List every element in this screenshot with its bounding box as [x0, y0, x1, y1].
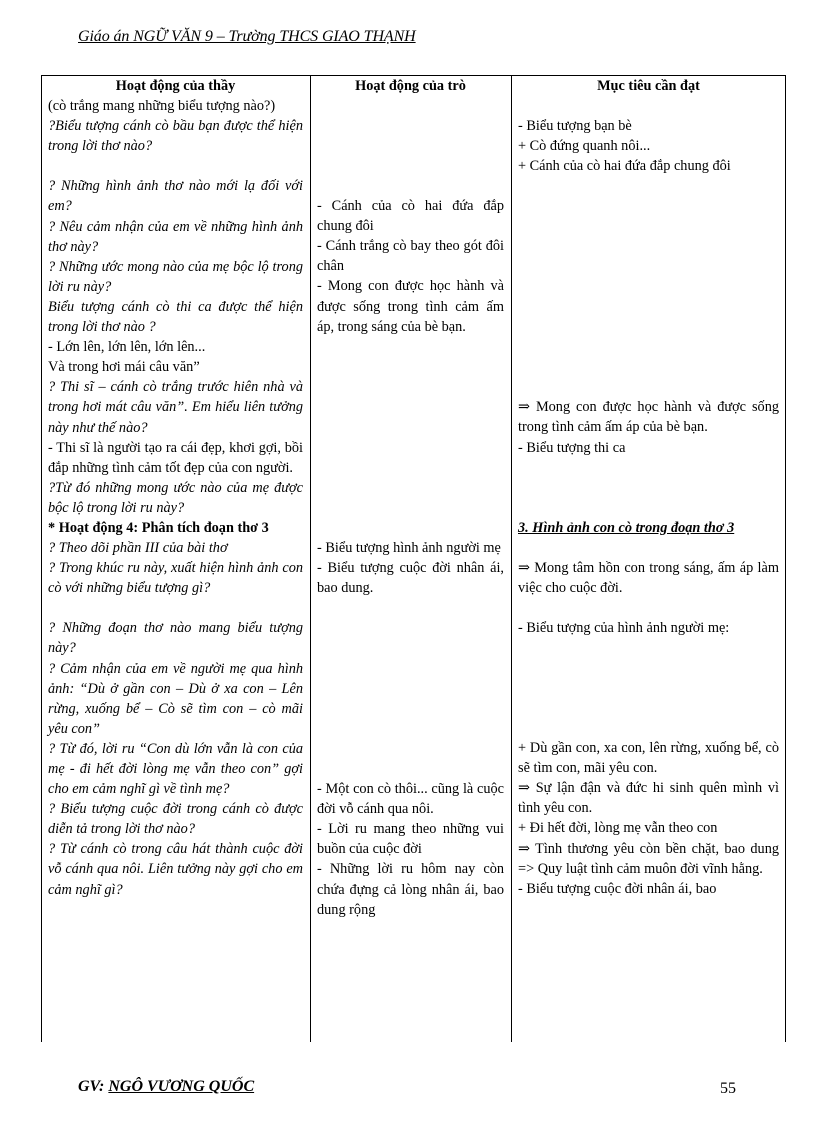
- student-answer: - Lời ru mang theo những vui buồn của cuộc đời: [317, 821, 504, 858]
- teacher-question: ? Thi sĩ – cánh cò trắng trước hiên nhà và trong hơi mát câu văn”. Em hiểu liên tưởng này như thế nào?: [48, 379, 303, 436]
- poem-line: - Lớn lên, lớn lên, lớn lên...: [48, 339, 206, 356]
- teacher-question: ? Cảm nhận của em về người mẹ qua hình ảnh: “Dù ở gần con – Dù ở xa con – Lên rừng, xuống bể – Cò sẽ tìm con – cò mãi yêu con”: [48, 660, 303, 737]
- student-answer: - Biểu tượng hình ảnh người mẹ: [317, 539, 501, 556]
- teacher-question: ? Từ cánh cò trong câu hát thành cuộc đời vỗ cánh qua nôi. Liên tưởng này gợi cho em cảm nghĩ gì?: [48, 841, 303, 898]
- objective-item: + Dù gần con, xa con, lên rừng, xuống bể, cò sẽ tìm con, mãi yêu con.: [518, 740, 779, 777]
- teacher-label: GV:: [78, 1078, 105, 1095]
- student-answer: - Những lời ru hôm nay còn chứa đựng cả lòng nhân ái, bao dung rộng: [317, 861, 504, 918]
- teacher-question: ? Trong khúc ru này, xuất hiện hình ảnh con cò với những biểu tượng gì?: [48, 560, 303, 597]
- student-answer: - Cánh trắng cò bay theo gót đôi chân: [317, 238, 504, 275]
- footer-teacher: [78, 1078, 254, 1096]
- activity-heading: * Hoạt động 4: Phân tích đoạn thơ 3: [48, 519, 269, 536]
- teacher-name: NGÔ VƯƠNG QUỐC: [108, 1078, 255, 1095]
- objective-item: + Đi hết đời, lòng mẹ vẫn theo con: [518, 820, 718, 837]
- lesson-table: [41, 75, 786, 1042]
- objective-item: ⇒ Mong con được học hành và được sống trong tình cảm ấm áp của bè bạn.: [518, 399, 779, 436]
- objective-item: - Biểu tượng bạn bè: [518, 118, 632, 135]
- teacher-question: ? Nêu cảm nhận của em về những hình ảnh thơ này?: [48, 218, 303, 255]
- objective-item: - Biểu tượng cuộc đời nhân ái, bao: [518, 880, 717, 897]
- column-teacher-activity: [42, 76, 309, 1042]
- poem-line: Và trong hơi mái câu văn”: [48, 359, 200, 376]
- teacher-question: ? Những đoạn thơ nào mang biểu tượng này?: [48, 620, 303, 657]
- student-answer: - Mong con được học hành và được sống trong tình cảm ấm áp, trong sáng của bè bạn.: [317, 278, 504, 335]
- column-header-objectives: Mục tiêu cần đạt: [597, 78, 700, 94]
- teacher-question: ? Biểu tượng cuộc đời trong cánh cò được diễn tả trong lời thơ nào?: [48, 801, 303, 838]
- teacher-question: ? Theo dõi phần III của bài thơ: [48, 540, 228, 557]
- objective-item: ⇒ Sự lận đận và đức hi sinh quên mình vì tình yêu con.: [518, 780, 779, 817]
- student-answer: - Cánh của cò hai đứa đắp chung đôi: [317, 198, 504, 235]
- teacher-question: ? Những hình ảnh thơ nào mới lạ đối với em?: [48, 178, 303, 215]
- page-number: 55: [720, 1080, 736, 1097]
- page-header-title: Giáo án NGỮ VĂN 9 – Trường THCS GIAO THẠNH: [78, 28, 416, 45]
- column-student-activity: [310, 76, 510, 1042]
- teacher-question: ? Những ước mong nào của mẹ bộc lộ trong lời ru này?: [48, 258, 303, 295]
- objective-item: ⇒ Mong tâm hồn con trong sáng, ấm áp làm việc cho cuộc đời.: [518, 559, 779, 596]
- objective-item: ⇒ Tình thương yêu còn bền chặt, bao dung => Quy luật tình cảm muôn đời vĩnh hằng.: [518, 840, 779, 877]
- section-heading: 3. Hình ảnh con cò trong đoạn thơ 3: [518, 519, 735, 536]
- objective-item: + Cò đứng quanh nôi...: [518, 138, 651, 155]
- teacher-question: ?Từ đó những mong ước nào của mẹ được bộc lộ trong lời ru này?: [48, 479, 303, 516]
- student-answer: - Biểu tượng cuộc đời nhân ái, bao dung.: [317, 559, 504, 596]
- teacher-question: ?Biểu tượng cánh cò bầu bạn được thể hiện trong lời thơ nào?: [48, 118, 303, 155]
- column-objectives: [511, 76, 785, 1042]
- column-header-student: Hoạt động của trò: [355, 78, 466, 94]
- teacher-text: (cò trắng mang những biểu tượng nào?): [48, 98, 276, 115]
- teacher-question: ? Từ đó, lời ru “Con dù lớn vẫn là con của mẹ - đi hết đời lòng mẹ vẫn theo con” gợi cho em cảm nghĩ gì về tình mẹ?: [48, 740, 303, 798]
- teacher-question: Biểu tượng cánh cò thi ca được thể hiện trong lời thơ nào ?: [48, 298, 303, 336]
- column-header-teacher: Hoạt động của thầy: [115, 78, 236, 94]
- objective-item: + Cánh của cò hai đứa đắp chung đôi: [518, 158, 731, 175]
- objective-item: - Biểu tượng của hình ảnh người mẹ:: [518, 619, 730, 636]
- teacher-text: - Thi sĩ là người tạo ra cái đẹp, khơi gợi, bồi đắp những tình cảm tốt đẹp của con người.: [48, 439, 303, 476]
- objective-item: - Biểu tượng thi ca: [518, 439, 626, 456]
- student-answer: - Một con cò thôi... cũng là cuộc đời vỗ cánh qua nôi.: [317, 781, 504, 818]
